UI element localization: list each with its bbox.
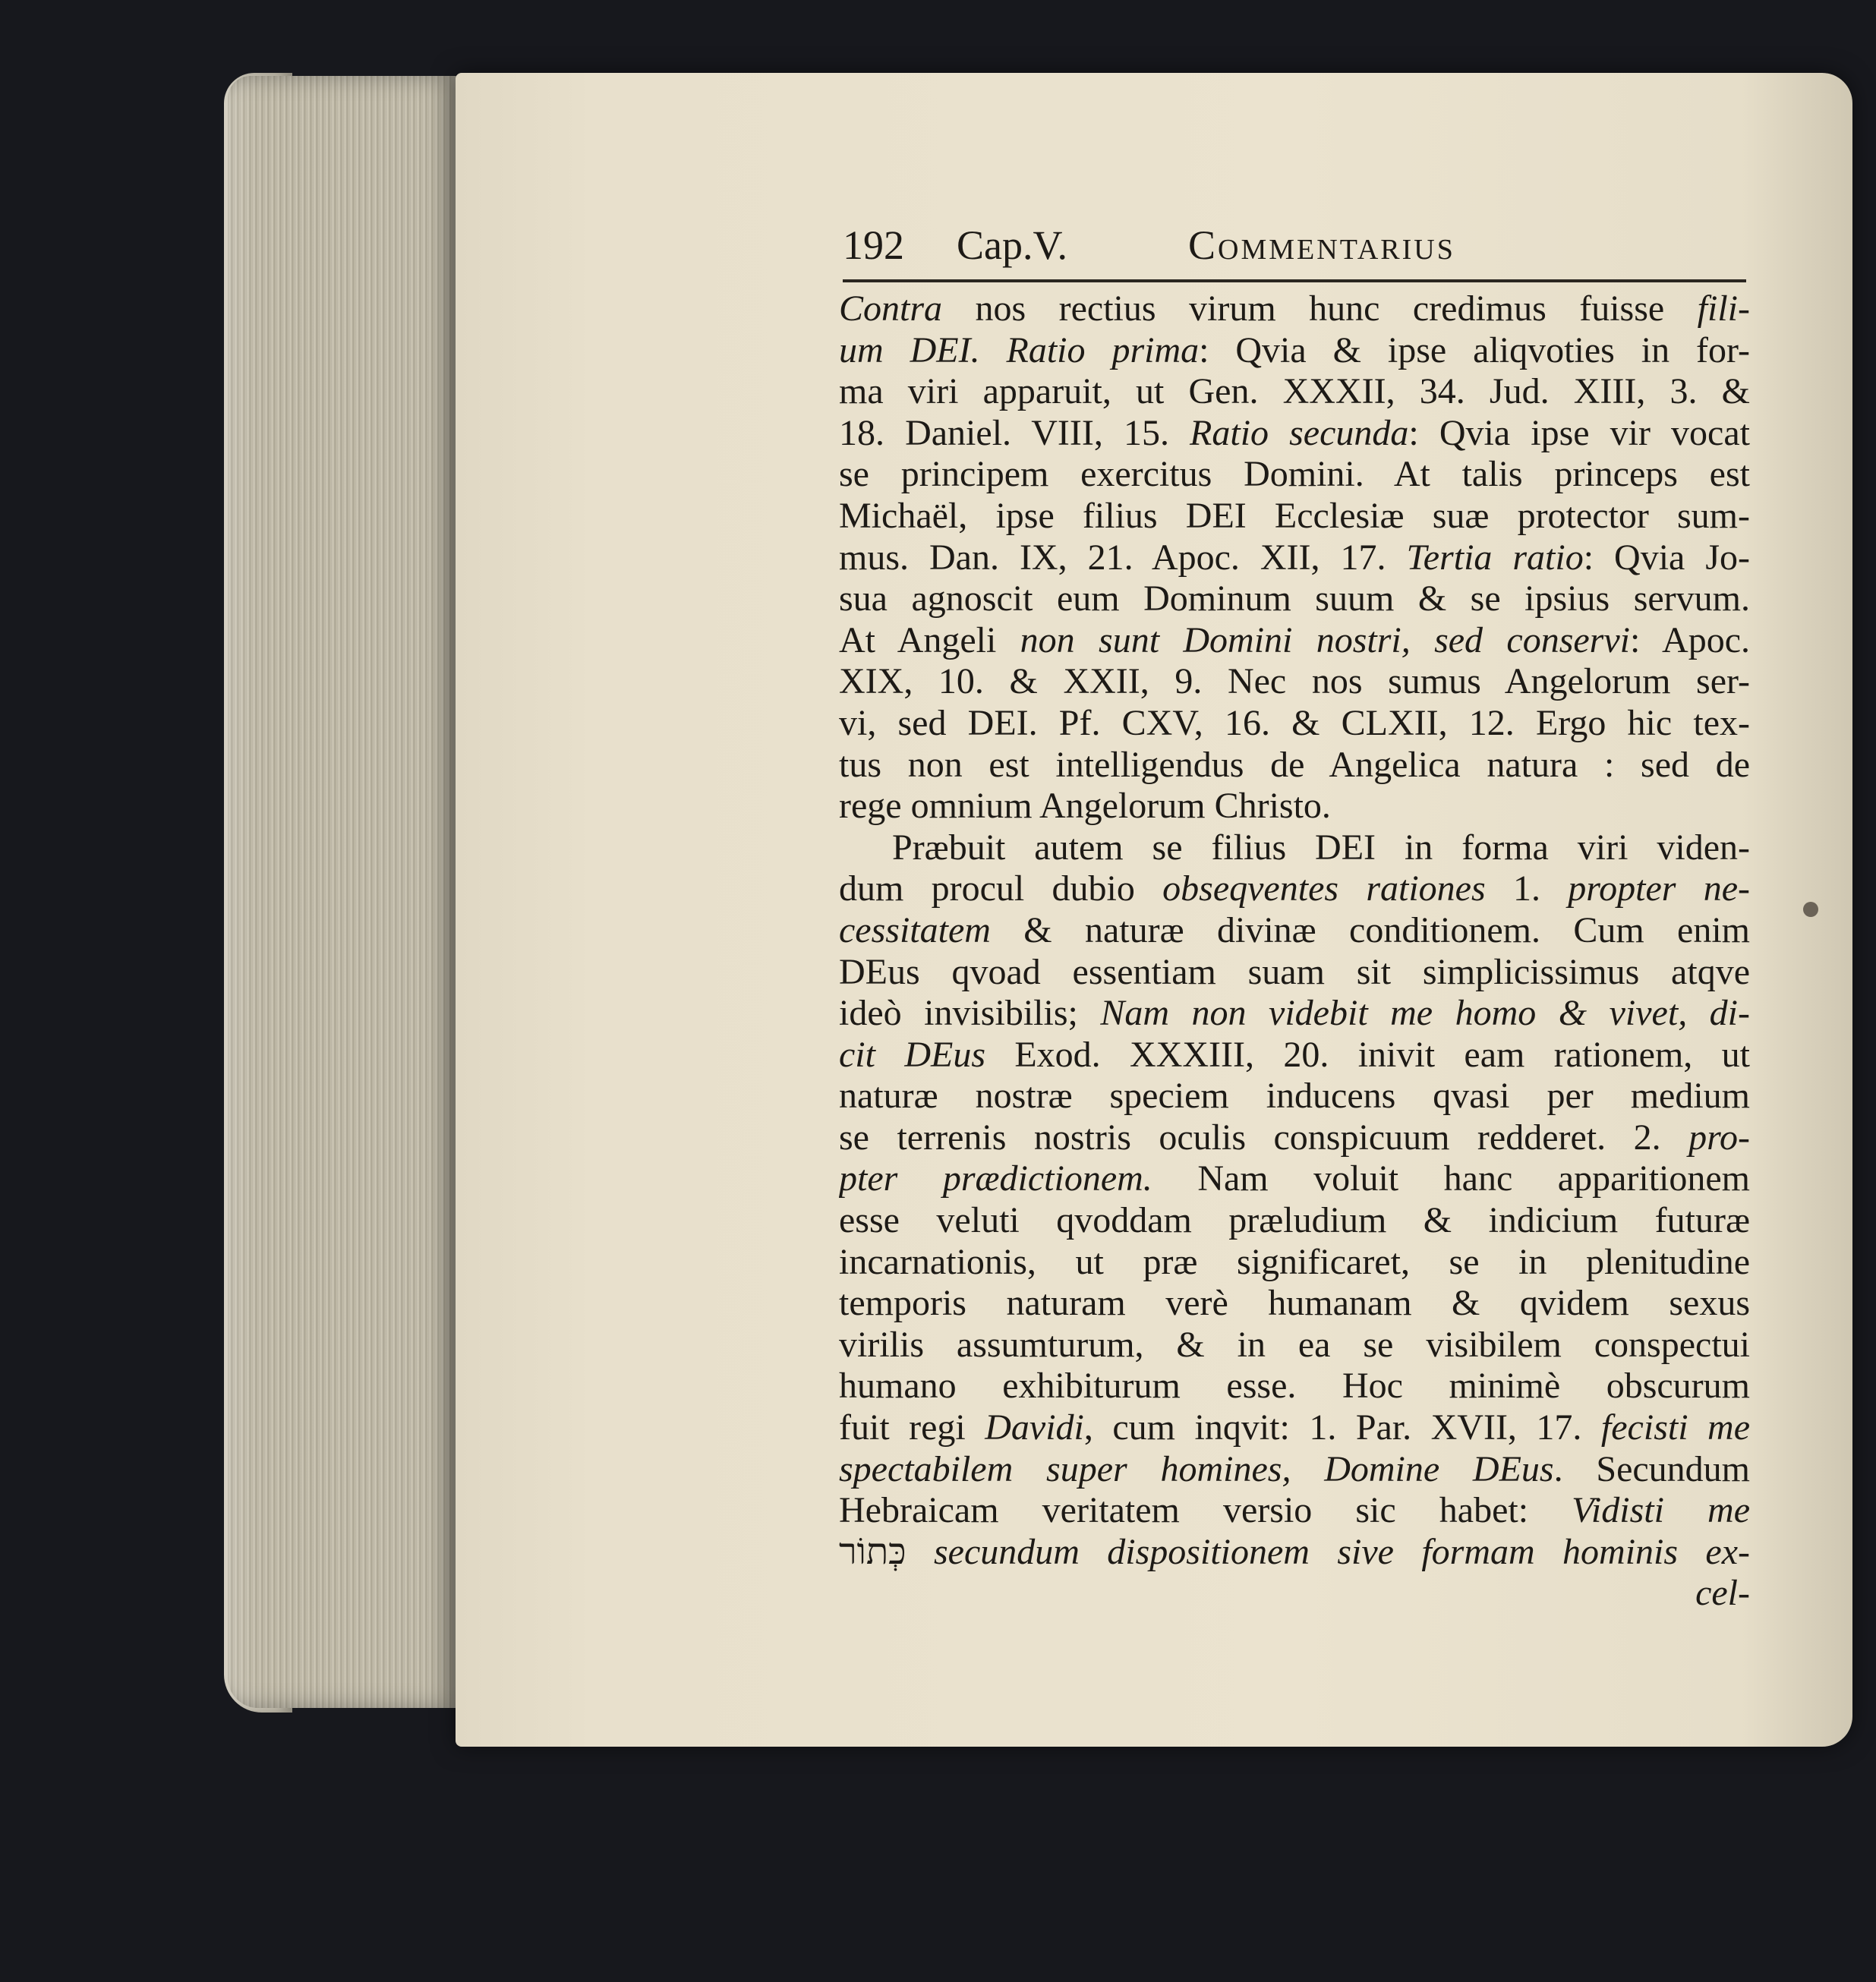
text-run: At Angeli (839, 619, 1020, 660)
text-line (839, 1117, 1750, 1159)
text-line (839, 1158, 1750, 1200)
text-line (839, 1532, 1750, 1574)
page-edges (228, 76, 463, 1708)
italic-run: fecisti me (1600, 1407, 1750, 1448)
text-run: nos rectius virum hunc credimus fuisse (942, 288, 1698, 329)
text-run: Nam voluit hanc apparitionem (1152, 1158, 1750, 1199)
italic-run: pter prædictionem. (839, 1158, 1152, 1199)
italic-run: Tertia ratio (1406, 537, 1584, 578)
text-line (839, 703, 1750, 745)
chapter-label: Cap.V. (957, 222, 1068, 268)
running-title: Commentarius (1188, 222, 1455, 268)
text-line (839, 578, 1750, 620)
text-line (839, 1076, 1750, 1117)
text-run: כְּתוֹר (839, 1531, 934, 1572)
text-run: naturæ nostræ speciem inducens qvasi per medium (839, 1076, 1750, 1117)
text-line (839, 786, 1750, 827)
text-run: Exod. XXXIII, 20. inivit eam rationem, ut (985, 1034, 1750, 1075)
italic-run: secundum dispositionem sive formam hominis ex- (933, 1531, 1750, 1572)
text-line (839, 952, 1750, 994)
text-run: Præbuit autem se filius DEI in forma viri viden- (892, 827, 1750, 868)
text-run: ideò invisibilis; (839, 993, 1101, 1034)
text-line (839, 910, 1750, 952)
text-run: fuit regi (839, 1407, 985, 1448)
text-run: virilis assumturum, & in ea se visibilem conspectui (839, 1324, 1750, 1365)
italic-run: Contra (839, 288, 943, 329)
text-line (839, 537, 1750, 579)
text-run: Michaël, ipse filius DEI Ecclesiæ suæ protector sum- (839, 495, 1750, 536)
italic-run: Ratio secunda (1190, 412, 1409, 453)
italic-run: um DEI. (839, 329, 980, 370)
text-line (839, 1407, 1750, 1449)
header-rule (843, 279, 1746, 282)
text-line (839, 454, 1750, 496)
text-line (839, 1573, 1750, 1615)
text-line (839, 1366, 1750, 1407)
text-run: : Qvia Jo- (1583, 537, 1750, 578)
body-text (839, 288, 1750, 1615)
text-run: : Qvia & ipse aliqvoties in for- (1199, 329, 1750, 370)
italic-run: cel- (1695, 1573, 1750, 1614)
text-run: se principem exercitus Domini. At talis princeps est (839, 454, 1750, 495)
margin-mark (1803, 902, 1818, 917)
italic-run: fili- (1697, 288, 1750, 329)
text-line (839, 1200, 1750, 1242)
italic-run: Ratio prima (1006, 329, 1200, 370)
text-line (839, 620, 1750, 662)
text-run: ma viri apparuit, ut Gen. XXXII, 34. Jud. XIII, 3. & (839, 371, 1750, 412)
text-line (839, 661, 1750, 703)
text-line (839, 413, 1750, 455)
text-run: XIX, 10. & XXII, 9. Nec nos sumus Angelorum ser- (839, 661, 1750, 702)
text-run: , cum inqvit: 1. Par. XVII, 17. (1083, 1407, 1601, 1448)
text-run: . Secundum (1553, 1448, 1750, 1489)
text-run: dum procul dubio (839, 868, 1163, 909)
text-line (839, 868, 1750, 910)
text-run (980, 330, 1007, 370)
text-line (839, 288, 1750, 330)
text-run: incarnationis, ut præ significaret, se in plenitudine (839, 1241, 1750, 1282)
italic-run: obseqventes rationes (1162, 868, 1486, 909)
text-line (839, 1035, 1750, 1076)
text-run: 1. (1485, 868, 1569, 909)
text-run: temporis naturam verè humanam & qvidem sexus (839, 1283, 1750, 1324)
text-line (839, 330, 1750, 372)
text-run: rege omnium Angelorum Christo. (839, 786, 1331, 827)
text-line (839, 1242, 1750, 1284)
text-line (839, 496, 1750, 537)
text-line (839, 1490, 1750, 1532)
text-run: tus non est intelligendus de Angelica natura : sed de (839, 744, 1750, 785)
text-run: : Qvia ipse vir vocat (1408, 412, 1750, 453)
text-line (839, 371, 1750, 413)
text-line (839, 1325, 1750, 1366)
text-run: Hebraicam veritatem versio sic habet: (839, 1490, 1572, 1531)
text-line (839, 1449, 1750, 1491)
italic-run: Vidisti me (1572, 1490, 1750, 1531)
running-head (843, 214, 1754, 275)
text-run: 18. Daniel. VIII, 15. (839, 412, 1190, 453)
italic-run: cit DEus (839, 1034, 985, 1075)
text-line (839, 1283, 1750, 1325)
text-run: humano exhibiturum esse. Hoc minimè obscurum (839, 1366, 1750, 1407)
text-line (839, 993, 1750, 1035)
text-run: se terrenis nostris oculis conspicuum redderet. 2. (839, 1117, 1689, 1158)
italic-run: propter ne- (1568, 868, 1750, 909)
italic-run: spectabilem super homines, Domine DEus (839, 1448, 1554, 1489)
text-run: mus. Dan. IX, 21. Apoc. XII, 17. (839, 537, 1407, 578)
italic-run: Davidi (985, 1407, 1084, 1448)
italic-run: cessitatem (839, 909, 991, 950)
text-run: vi, sed DEI. Pf. CXV, 16. & CLXII, 12. Ergo hic tex- (839, 702, 1750, 743)
italic-run: Nam non videbit me homo & vivet, di- (1100, 993, 1750, 1034)
page-number: 192 (843, 222, 904, 268)
text-run: & naturæ divinæ conditionem. Cum enim (990, 909, 1750, 950)
text-run: sua agnoscit eum Dominum suum & se ipsius servum. (839, 578, 1750, 619)
text-run: : Apoc. (1630, 619, 1750, 660)
text-line (839, 827, 1750, 869)
italic-run: non sunt Domini nostri, sed conservi (1020, 619, 1631, 660)
italic-run: pro- (1688, 1117, 1750, 1158)
text-line (839, 745, 1750, 786)
text-run: DEus qvoad essentiam suam sit simplicissimus atqve (839, 951, 1750, 992)
text-run: esse veluti qvoddam præludium & indicium futuræ (839, 1200, 1750, 1241)
